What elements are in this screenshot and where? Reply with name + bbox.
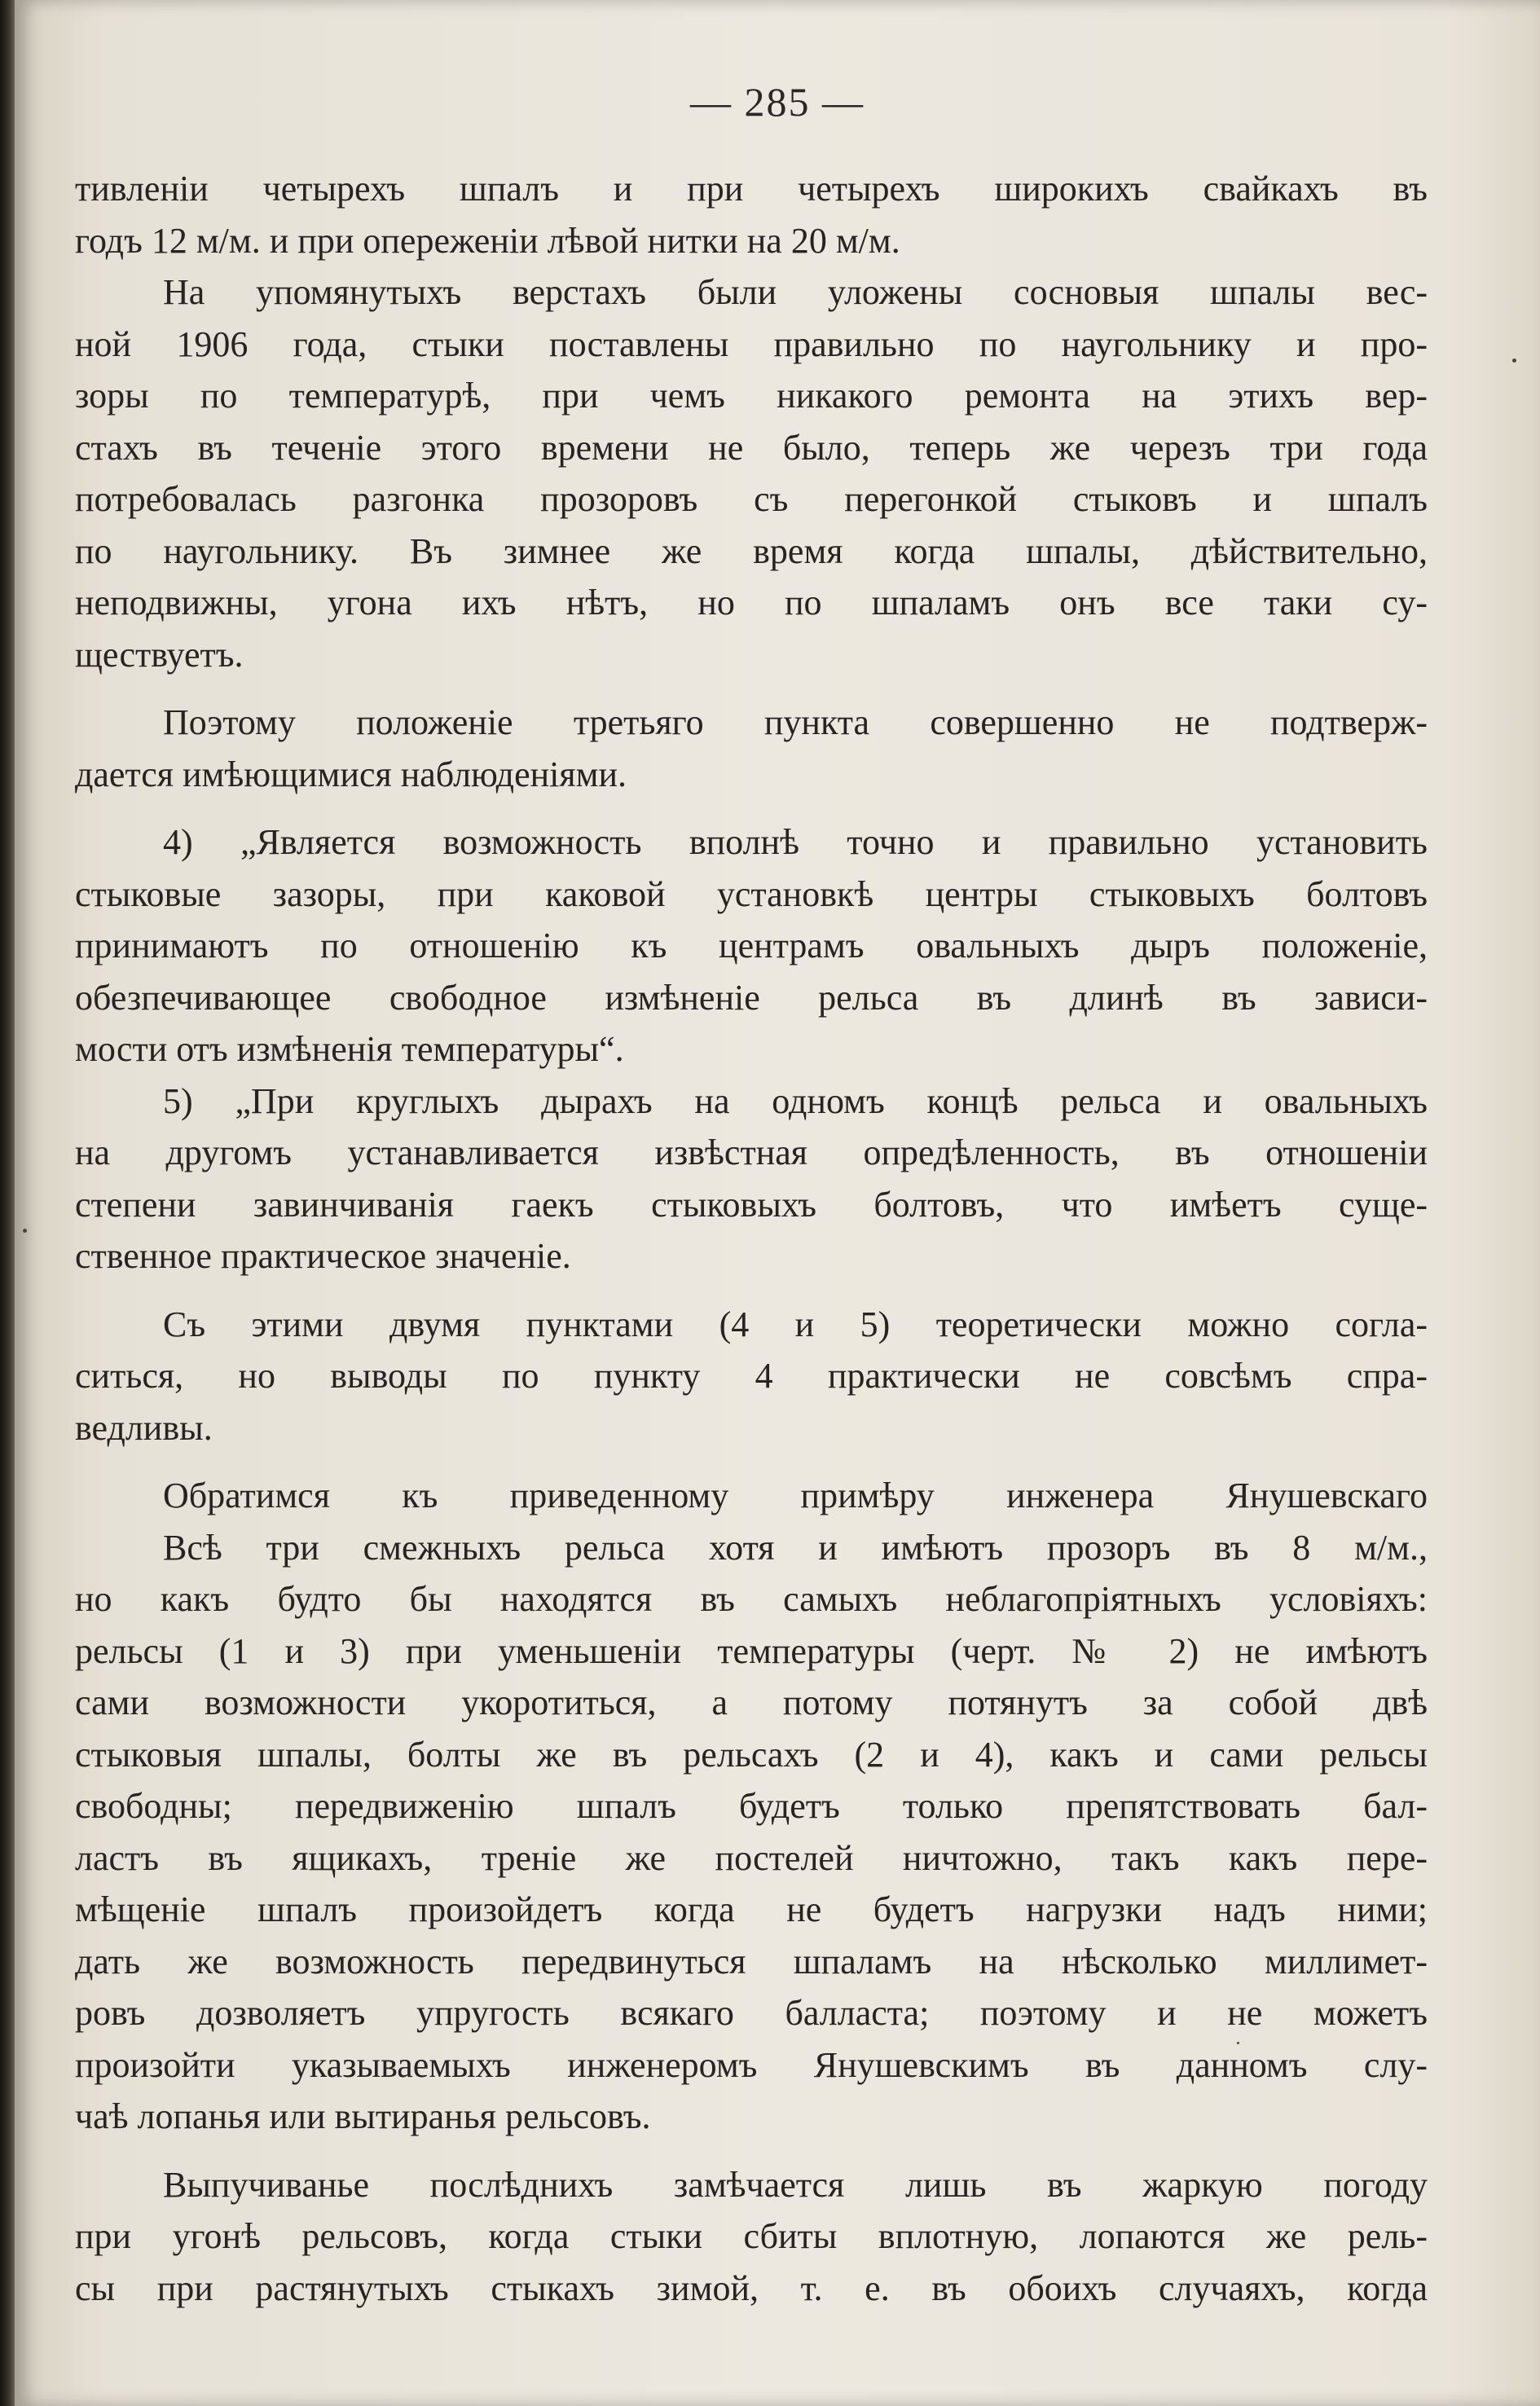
text-line: при угонѣ рельсовъ, когда стыки сбиты вплотную, лопаются же рель- [75,2216,1428,2256]
text-line: но какъ будто бы находятся въ самыхъ неблагопріятныхъ условіяхъ: [75,1579,1428,1619]
text-line: потребовалась разгонка прозоровъ съ перегонкой стыковъ и шпалъ [75,479,1428,519]
text-line: мости отъ измѣненія температуры“. [75,1029,624,1069]
paragraph-gap [75,1282,1428,1299]
text-line: дается имѣющимися наблюденіями. [75,754,627,794]
text-line: стыковые зазоры, при каковой установкѣ центры стыковыхъ болтовъ [75,873,1428,914]
text-line: неподвижны, угона ихъ нѣтъ, но по шпаламъ онъ все таки су- [75,583,1428,622]
paper-speck [23,1229,27,1233]
text-line: Всѣ три смежныхъ рельса хотя и имѣютъ прозоръ въ 8 м/м., [163,1527,1428,1568]
page-number: — 285 — [690,79,865,125]
text-line: дать же возможность передвинуться шпаламъ на нѣсколько миллимет- [75,1941,1428,1982]
text-line: принимаютъ по отношенію къ центрамъ овальныхъ дыръ положеніе, [75,926,1428,965]
book-spine-shadow [0,0,15,2406]
text-line: по наугольнику. Въ зимнее же время когда шпалы, дѣйствительно, [75,530,1428,571]
text-line: произойти указываемыхъ инженеромъ Янушевскимъ въ данномъ слу- [75,2044,1428,2085]
text-line: Поэтому положеніе третьяго пункта совершенно не подтверж- [163,702,1428,742]
book-page [15,0,1540,2406]
text-line: ственное практическое значеніе. [75,1236,571,1276]
text-line: ситься, но выводы по пункту 4 практически не совсѣмъ спра- [75,1356,1428,1396]
paragraph-gap [75,2143,1428,2159]
body-text [75,163,1428,2314]
text-line: стыковыя шпалы, болты же въ рельсахъ (2 и 4), какъ и сами рельсы [75,1734,1428,1775]
text-line: ществуетъ. [75,634,244,675]
text-line: ластъ въ ящикахъ, треніе же постелей ничтожно, такъ какъ пере- [75,1837,1428,1878]
text-line: ровъ дозволяетъ упругость всякаго балласта; поэтому и не можетъ [75,1993,1428,2033]
text-line: годъ 12 м/м. и при опереженіи лѣвой нитки на 20 м/м. [75,220,900,261]
text-line: рельсы (1 и 3) при уменьшеніи температуры (черт. № 2) не имѣютъ [75,1630,1428,1671]
text-line: Выпучиванье послѣднихъ замѣчается лишь въ жаркую погоду [163,2164,1428,2205]
text-line: обезпечивающее свободное измѣненіе рельса въ длинѣ въ зависи- [75,977,1428,1018]
text-line: свободны; передвиженію шпалъ будетъ только препятствовать бал- [75,1786,1428,1826]
paragraph-gap [75,1454,1428,1470]
text-line: степени завинчиванія гаекъ стыковыхъ болтовъ, что имѣетъ суще- [75,1184,1428,1225]
text-line: ной 1906 года, стыки поставлены правильно по наугольнику и про- [75,323,1428,364]
text-line: зоры по температурѣ, при чемъ никакого ремонта на этихъ вер- [75,376,1428,416]
paragraph-gap [75,800,1428,816]
text-line: 4) „Является возможность вполнѣ точно и правильно установить [163,822,1428,862]
text-line: 5) „При круглыхъ дырахъ на одномъ концѣ рельса и овальныхъ [163,1080,1428,1121]
text-line: сами возможности укоротиться, а потому потянутъ за собой двѣ [75,1682,1428,1722]
paragraph-gap [75,680,1428,697]
text-line: на другомъ устанавливается извѣстная опредѣленность, въ отношеніи [75,1133,1428,1172]
text-line: Обратимся къ приведенному примѣру инженера Янушевскаго [163,1476,1428,1515]
text-line: мѣщеніе шпалъ произойдетъ когда не будетъ нагрузки надъ ними; [75,1889,1428,1929]
paper-speck [1512,358,1516,363]
text-line: На упомянутыхъ верстахъ были уложены сосновыя шпалы вес- [163,272,1428,312]
text-line: стахъ въ теченіе этого времени не было, теперь же черезъ три года [75,427,1428,468]
paper-speck [1237,2042,1239,2044]
text-line: сы при растянутыхъ стыкахъ зимой, т. е. въ обоихъ случаяхъ, когда [75,2267,1428,2308]
text-line: тивленіи четырехъ шпалъ и при четырехъ широкихъ свайкахъ въ [75,169,1428,209]
text-line: Съ этими двумя пунктами (4 и 5) теоретически можно согла- [163,1304,1428,1344]
text-line: чаѣ лопанья или вытиранья рельсовъ. [75,2096,651,2136]
text-line: ведливы. [75,1407,213,1448]
